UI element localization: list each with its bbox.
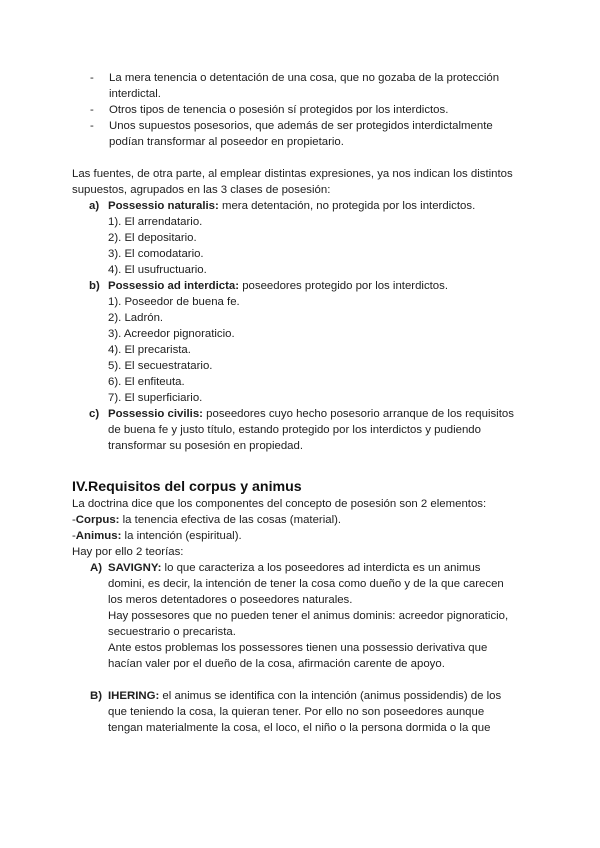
class-c-item [72,406,520,454]
theory-a-paragraph-3: Ante estos problemas los possessores tienen una possessio derivativa que hacían valer por el dueño de la cosa, afirmación carente de apoyo. [108,642,488,670]
animus-description: la intención (espiritual). [121,530,242,542]
list-item: 3). Acreedor pignoraticio. [108,328,235,340]
class-description: poseedores cuyo hecho posesorio arranque de los requisitos de buena fe y justo título, estando protegido por los interdictos y pudiendo transformar su posesión en propiedad. [108,408,514,452]
doctrina-paragraph: La doctrina dice que los componentes del concepto de posesión son 2 elementos: [72,498,487,510]
section-heading: IV.Requisitos del corpus y animus [72,479,302,495]
class-term: Possessio ad interdicta: [108,280,240,292]
theory-a-paragraph [108,560,520,608]
corpus-description: la tenencia efectiva de las cosas (material). [119,514,342,526]
list-item: 1). Poseedor de buena fe. [108,296,240,308]
list-item [72,102,520,118]
class-term: Possessio civilis: [108,408,203,420]
list-marker: a) [89,200,100,212]
intro-dash-list [72,70,520,150]
fuentes-paragraph: Las fuentes, de otra parte, al emplear distintas expresiones, ya nos indican los distintos supuestos, agrupados en las 3 clases de posesión: [72,168,513,196]
list-item [72,70,520,102]
dash-marker: - [90,72,94,84]
list-marker: c) [89,408,100,420]
theory-description: lo que caracteriza a los poseedores ad interdicta es un animus domini, es decir, la intención de tener la cosa como dueño y de la que carecen los meros detentadores o poseedores naturales. [108,562,504,606]
theory-term: SAVIGNY: [108,562,162,574]
line-prefix: - [72,514,76,526]
list-item: 5). El secuestratario. [108,360,213,372]
theories-list [72,560,520,736]
list-item: 1). El arrendatario. [108,216,203,228]
list-item-text: Unos supuestos posesorios, que además de ser protegidos interdictalmente podían transformar al poseedor en propietario. [109,120,493,148]
corpus-line [72,512,520,528]
class-description: poseedores protegido por los interdictos. [239,280,448,292]
list-item: 4). El usufructuario. [108,264,207,276]
dash-marker: - [90,104,94,116]
teorias-intro: Hay por ello 2 teorías: [72,546,184,558]
list-item: 2). El depositario. [108,232,197,244]
animus-term: Animus: [75,530,122,542]
theory-a-paragraph-2: Hay possesores que no pueden tener el animus dominis: acreedor pignoraticio, secuestrario o precarista. [108,610,509,638]
class-term: Possessio naturalis: [108,200,219,212]
list-marker: B) [90,690,103,702]
class-a-sublist [108,214,520,278]
class-b-sublist [108,294,520,406]
list-item: 6). El enfiteuta. [108,376,185,388]
list-item: 7). El superficiario. [108,392,203,404]
dash-marker: - [90,120,94,132]
list-item-text: La mera tenencia o detentación de una cosa, que no gozaba de la protección interdictal. [109,72,500,100]
theory-b-item [72,688,520,736]
corpus-term: Corpus: [75,514,120,526]
list-item: 3). El comodatario. [108,248,204,260]
class-description: mera detentación, no protegida por los interdictos. [218,200,476,212]
list-item: 2). Ladrón. [108,312,164,324]
possession-classes-list [72,198,520,454]
list-marker: A) [90,562,103,574]
theory-description: el animus se identifica con la intención (animus possidendis) de los que teniendo la cosa, la quieran tener. Por ello no son poseedores aunque tengan materialmente la cosa, el loco, el niño o la persona dormida o la que [108,690,502,734]
theory-a-item [72,560,520,672]
list-item: 4). El precarista. [108,344,191,356]
class-b-item [72,278,520,406]
theory-term: IHERING: [108,690,160,702]
line-prefix: - [72,530,76,542]
list-marker: b) [89,280,100,292]
class-a-item [72,198,520,278]
theory-b-paragraph [108,688,520,736]
spacer [72,672,520,688]
list-item [72,118,520,150]
animus-line [72,528,520,544]
list-item-text: Otros tipos de tenencia o posesión sí protegidos por los interdictos. [109,104,449,116]
